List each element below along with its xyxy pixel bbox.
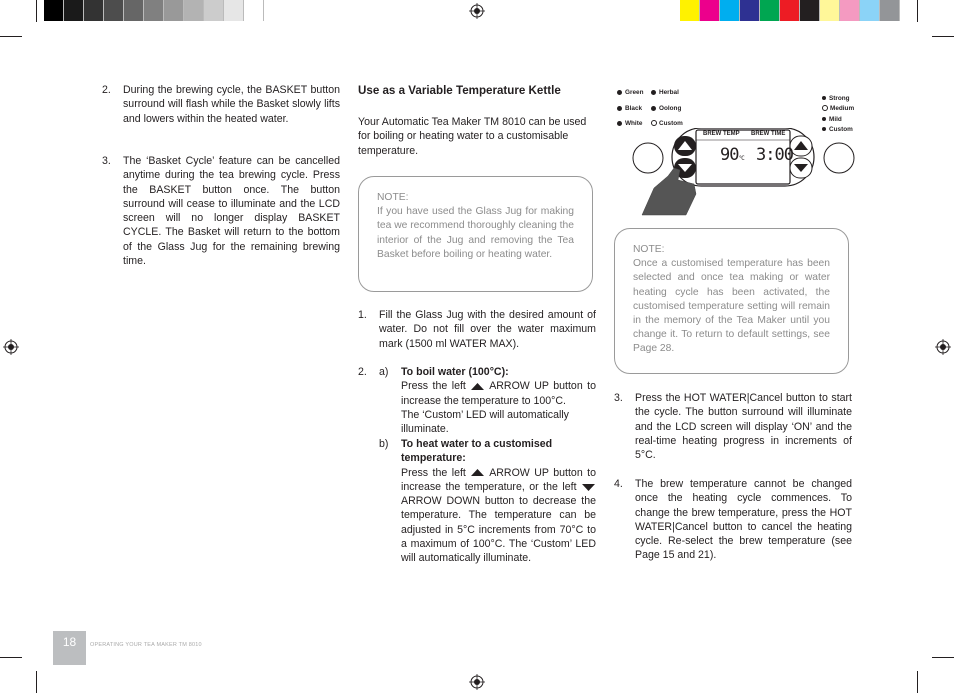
list-number: 4. [614,478,623,490]
sub-item-title: To heat water to a customised temperature: [401,438,553,465]
sub-item-text: ARROW UP button to increase the temperature, or the left [401,466,596,493]
lcd-temperature [720,145,744,169]
registration-mark-icon [469,3,485,19]
calibration-swatch [184,0,204,21]
registration-mark-icon [935,339,951,355]
sub-item-text: The ‘Custom’ LED will automatically illuminate. [401,408,569,436]
calibration-swatch [700,0,720,21]
strength-medium: Medium [822,105,854,112]
step-text: Press the HOT WATER|Cancel button to start the cycle. The button surround will illuminate and the LCD screen will display ‘ON’ and the real-time heating progress in increments of 5°C. [635,392,852,462]
strength-custom: Custom [822,126,853,133]
sub-item-text: ARROW DOWN button to decrease the temperature. The temperature can be adjusted in 5°C increments from 70°C to a maximum of 100°C. The ‘Custom’ LED will automatically illuminate. [401,495,596,565]
calibration-swatch [760,0,780,21]
tea-type-black: Black [617,105,642,112]
sub-item-text: ARROW UP button to increase the temperature to 100°C. [401,380,596,407]
crop-mark [917,0,918,22]
page-number-block [53,631,86,665]
sub-item-title: To boil water (100°C): [401,366,509,378]
calibration-swatch [104,0,124,21]
note-label: NOTE: [633,244,665,255]
sub-item-a [401,365,596,436]
sub-item-b [401,437,596,566]
brew-temp-label: BREW TEMP [703,131,740,137]
temp-value: 90 [720,145,739,165]
strength-strong: Strong [822,95,850,102]
tea-type-green: Green [617,89,643,96]
footer-section-title: OPERATING YOUR TEA MAKER TM 8010 [90,642,202,648]
registration-mark-icon [469,674,485,690]
note-text: Once a customised temperature has been selected and once tea making or water heating cycle has been activated, the customised temperature setting will remain in the memory of the Tea Maker until you change it. To return to default settings, see Page 28. [633,258,830,355]
calibration-swatch [860,0,880,21]
sub-item-text: Press the left [401,466,466,479]
calibration-swatch [84,0,104,21]
calibration-swatch [820,0,840,21]
list-number: 1. [358,309,367,321]
arrow-down-icon [581,483,596,492]
temp-unit: °C [738,155,744,162]
calibration-swatch [64,0,84,21]
calibration-swatch [720,0,740,21]
list-number: 2. [102,84,111,96]
calibration-swatch [740,0,760,21]
note-text: If you have used the Glass Jug for making tea we recommend thoroughly cleaning the interior of the Jug and removing the Tea Basket before boiling or heating water. [377,206,574,260]
list-number: 3. [614,392,623,404]
strength-mild: Mild [822,116,842,123]
panel-graphic [628,128,858,218]
calibration-swatch [124,0,144,21]
calibration-swatch [780,0,800,21]
list-number: 3. [102,155,111,167]
tea-type-white: White [617,120,642,127]
step-text: The brew temperature cannot be changed once the heating cycle commences. To change the brew temperature, press the HOT WATER|Cancel button to cancel the heating cycle. Re-select the brew temperature (see Page 15 and 21). [635,478,852,562]
grayscale-calibration-bar [44,0,264,21]
tea-type-herbal: Herbal [651,89,679,96]
note-box [614,228,849,374]
note-label: NOTE: [377,192,409,203]
section-heading: Use as a Variable Temperature Kettle [358,84,561,97]
calibration-swatch [144,0,164,21]
note-box [358,176,593,292]
step-text: Fill the Glass Jug with the desired amount of water. Do not fill over the water maximum mark (1500 ml WATER MAX). [379,309,596,350]
arrow-up-icon [470,468,485,477]
calibration-swatch [224,0,244,21]
tea-type-oolong: Oolong [651,105,681,112]
arrow-up-icon [470,382,485,391]
crop-mark [0,657,22,658]
lcd-time: 3:00 [756,145,793,165]
calibration-swatch [164,0,184,21]
crop-mark [0,36,22,37]
registration-mark-icon [3,339,19,355]
crop-mark [917,671,918,693]
tea-type-custom: Custom [651,120,683,127]
list-item-text: The ‘Basket Cycle’ feature can be cancelled anytime during the tea brewing cycle. Press the BASKET button once. The button surround will cease to illuminate and the LCD screen will no longer display BASKET CYCLE. The Basket will return to the bottom of the Glass Jug for the remaining brewing time. [123,155,340,268]
sub-item-text: Press the left [401,380,466,393]
calibration-swatch [680,0,700,21]
color-calibration-bar [680,0,900,21]
sub-item-label: b) [379,438,389,450]
calibration-swatch [204,0,224,21]
calibration-swatch [800,0,820,21]
crop-mark [36,0,37,22]
intro-paragraph: Your Automatic Tea Maker TM 8010 can be used for boiling or heating water to a customisable temperature. [358,116,587,157]
list-item-text: During the brewing cycle, the BASKET button surround will flash while the Basket slowly lifts and lowers within the heated water. [123,84,340,125]
crop-mark [932,657,954,658]
calibration-swatch [880,0,900,21]
calibration-swatch [44,0,64,21]
crop-mark [932,36,954,37]
crop-mark [36,671,37,693]
page-number: 18 [62,635,77,649]
brew-time-label: BREW TIME [751,131,786,137]
calibration-swatch [840,0,860,21]
calibration-swatch [244,0,264,21]
list-number: 2. [358,366,367,378]
sub-item-label: a) [379,366,389,378]
